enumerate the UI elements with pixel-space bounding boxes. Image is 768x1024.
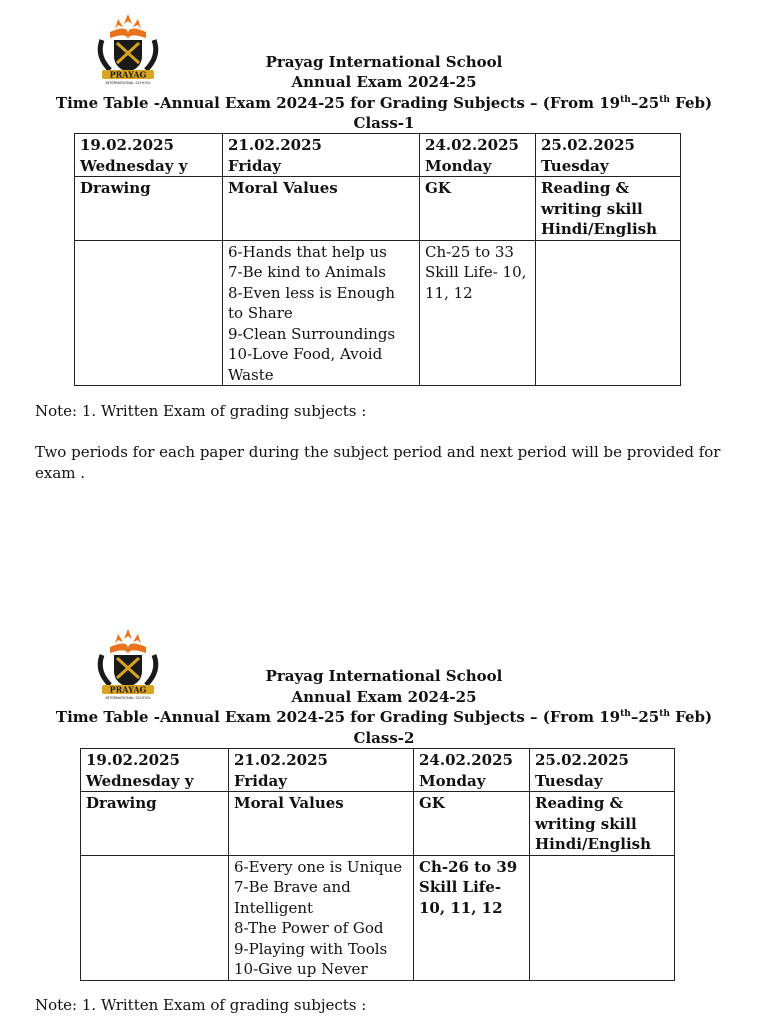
logo-subtext: INTERNATIONAL SCHOOL <box>105 81 151 85</box>
subject-cell: Drawing <box>81 792 229 856</box>
timetable-heading: Time Table -Annual Exam 2024-25 for Grading Subjects – (From 19th–25th Feb) <box>55 708 713 726</box>
exam-title: Annual Exam 2024-25 <box>291 688 477 706</box>
subject-cell: Moral Values <box>229 792 414 856</box>
table-row <box>75 134 681 177</box>
day-cell: 19.02.2025 Wednesday y <box>75 134 223 177</box>
note-detail: Two periods for each paper during the subject period and next period will be provided for exam . <box>35 443 721 482</box>
day-cell: 25.02.2025 Tuesday <box>536 134 681 177</box>
syllabus-cell: Ch-26 to 39 Skill Life- 10, 11, 12 <box>414 855 530 980</box>
timetable-heading: Time Table -Annual Exam 2024-25 for Grading Subjects – (From 19th–25th Feb) <box>55 94 713 112</box>
table-row <box>81 855 675 980</box>
logo-text: PRAYAG <box>109 69 147 80</box>
logo-subtext: INTERNATIONAL SCHOOL <box>105 696 151 700</box>
school-name: Prayag International School <box>265 667 503 685</box>
subject-cell: Reading & writing skill Hindi/English <box>536 177 681 241</box>
subject-cell: Moral Values <box>223 177 420 241</box>
table-row <box>75 177 681 241</box>
subject-cell: Reading & writing skill Hindi/English <box>530 792 675 856</box>
note-text: Note: 1. Written Exam of grading subjects : <box>35 996 367 1014</box>
timetable-class-1 <box>74 133 681 386</box>
subject-cell: GK <box>420 177 536 241</box>
subject-cell: Drawing <box>75 177 223 241</box>
school-name: Prayag International School <box>265 53 503 71</box>
class-label: Class-1 <box>353 114 415 132</box>
syllabus-cell <box>75 240 223 386</box>
table-row <box>81 749 675 792</box>
logo-text: PRAYAG <box>109 684 147 695</box>
syllabus-cell <box>530 855 675 980</box>
subject-cell: GK <box>414 792 530 856</box>
day-cell: 25.02.2025 Tuesday <box>530 749 675 792</box>
timetable-class-2 <box>80 748 675 981</box>
day-cell: 24.02.2025 Monday <box>414 749 530 792</box>
note-text: Note: 1. Written Exam of grading subjects : <box>35 402 367 420</box>
syllabus-cell: 6-Every one is Unique 7-Be Brave and Intelligent 8-The Power of God 9-Playing with Tools 10-Give up Never <box>229 855 414 980</box>
syllabus-cell <box>81 855 229 980</box>
table-row <box>75 240 681 386</box>
syllabus-cell <box>536 240 681 386</box>
syllabus-cell: Ch-25 to 33 Skill Life- 10, 11, 12 <box>420 240 536 386</box>
day-cell: 19.02.2025 Wednesday y <box>81 749 229 792</box>
table-row <box>81 792 675 856</box>
syllabus-cell: 6-Hands that help us 7-Be kind to Animals 8-Even less is Enough to Share 9-Clean Surroundings 10-Love Food, Avoid Waste <box>223 240 420 386</box>
day-cell: 21.02.2025 Friday <box>229 749 414 792</box>
day-cell: 24.02.2025 Monday <box>420 134 536 177</box>
day-cell: 21.02.2025 Friday <box>223 134 420 177</box>
exam-title: Annual Exam 2024-25 <box>291 73 477 91</box>
class-label: Class-2 <box>353 729 415 747</box>
